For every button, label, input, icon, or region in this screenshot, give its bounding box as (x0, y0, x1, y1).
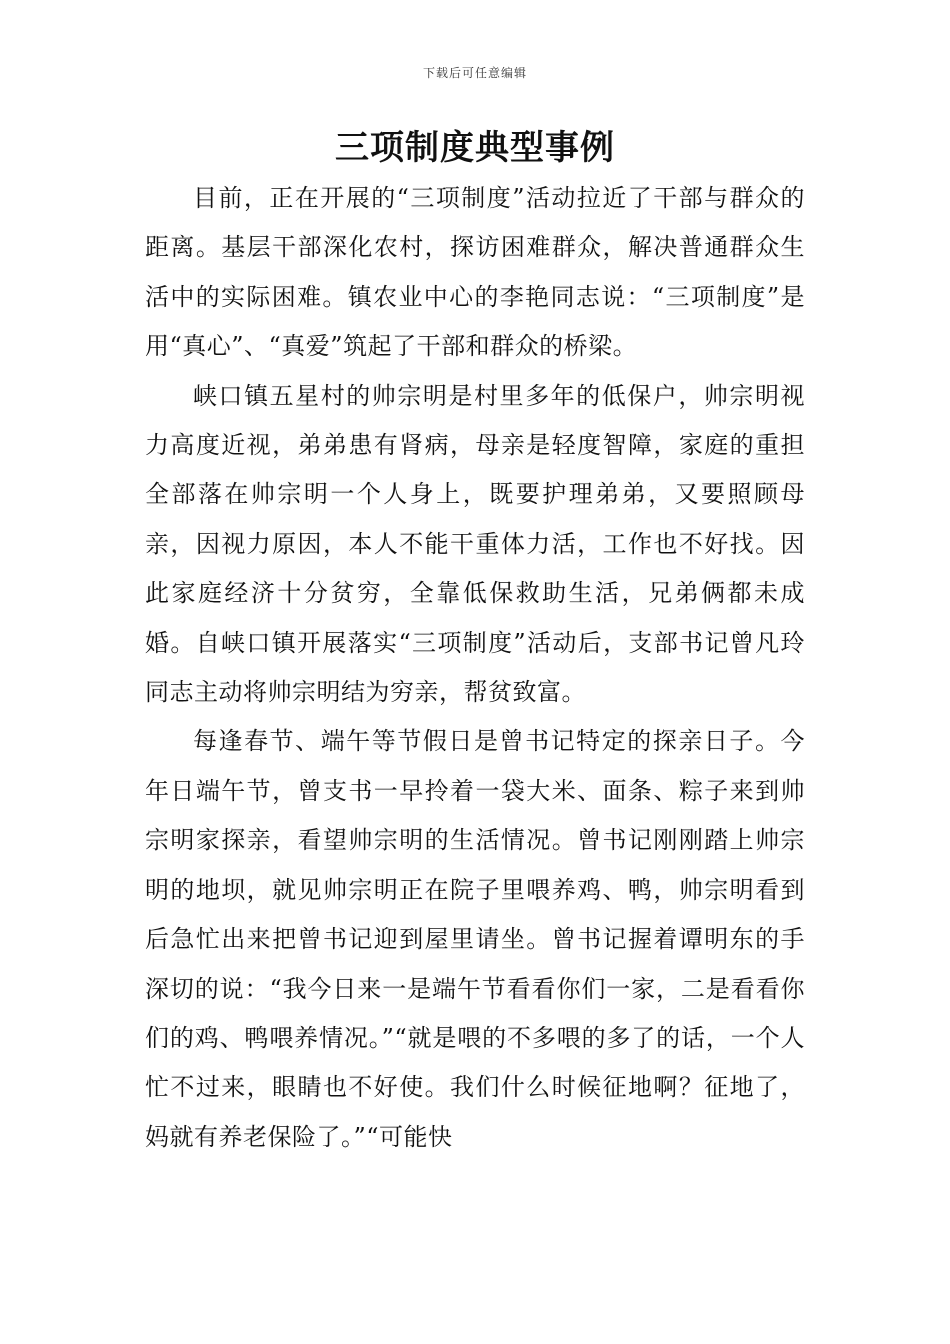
paragraph-3: 每逢春节、端午等节假日是曾书记特定的探亲日子。今年日端午节，曾支书一早拎着一袋大米、面条、粽子来到帅宗明家探亲，看望帅宗明的生活情况。曾书记刚刚踏上帅宗明的地坝，就见帅宗明正在院子里喂养鸡、鸭，帅宗明看到后急忙出来把曾书记迎到屋里请坐。曾书记握着谭明东的手深切的说：“我今日来一是端午节看看你们一家，二是看看你们的鸡、鸭喂养情况。”“就是喂的不多喂的多了的话，一个人忙不过来，眼睛也不好使。我们什么时候征地啊？征地了，妈就有养老保险了。”“可能快 (145, 727, 805, 1151)
header-note: 下载后可任意编辑 (422, 66, 527, 80)
document-title: 三项制度典型事例 (335, 128, 615, 168)
document-body (145, 174, 805, 1162)
paragraph-2: 峡口镇五星村的帅宗明是村里多年的低保户，帅宗明视力高度近视，弟弟患有肾病，母亲是轻度智障，家庭的重担全部落在帅宗明一个人身上，既要护理弟弟，又要照顾母亲，因视力原因，本人不能干重体力活，工作也不好找。因此家庭经济十分贫穷，全靠低保救助生活，兄弟俩都未成婚。自峡口镇开展落实“三项制度”活动后，支部书记曾凡玲同志主动将帅宗明结为穷亲，帮贫致富。 (145, 381, 805, 707)
paragraph-1: 目前，正在开展的“三项制度”活动拉近了干部与群众的距离。基层干部深化农村，探访困难群众，解决普通群众生活中的实际困难。镇农业中心的李艳同志说：“三项制度”是用“真心”、“真爱”筑起了干部和群众的桥梁。 (145, 184, 805, 361)
